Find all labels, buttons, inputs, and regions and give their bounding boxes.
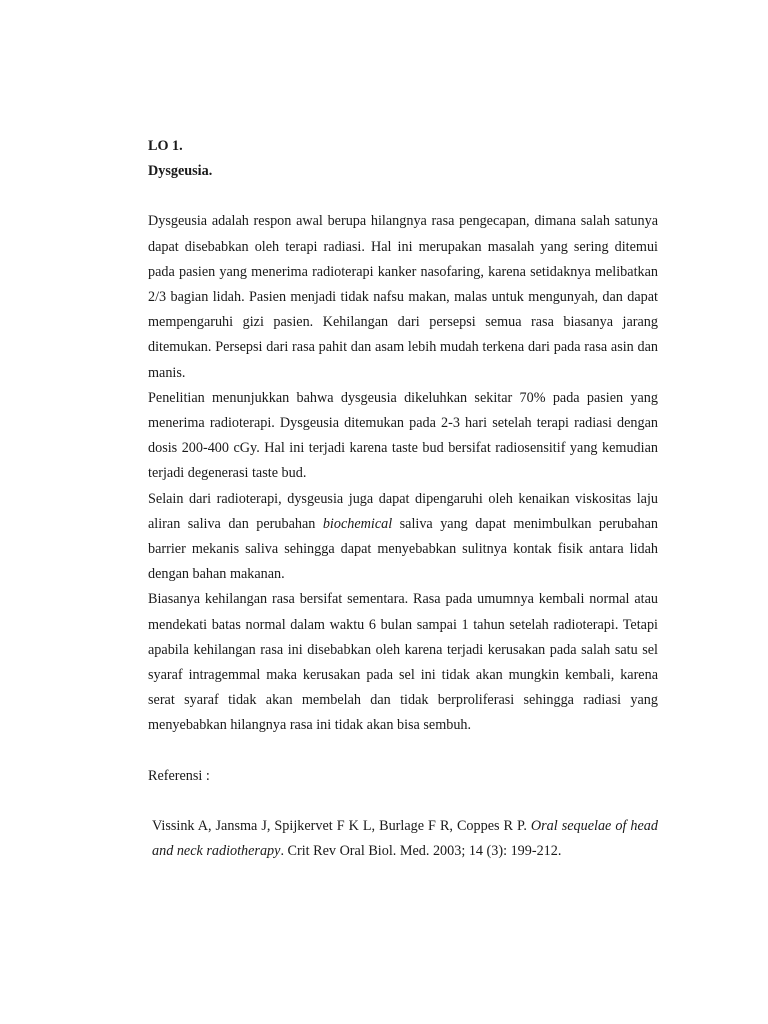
paragraph-4: Biasanya kehilangan rasa bersifat sementara. Rasa pada umumnya kembali normal atau mendekati batas normal dalam waktu 6 bulan sampai 1 tahun setelah radioterapi. Tetapi apabila kehilangan rasa ini disebabkan oleh karena terjadi kerusakan pada salah satu sel syaraf intragemmal maka kerusakan pada sel ini tidak akan mungkin kembali, karena serat syaraf tidak akan membelah dan tidak berproliferasi sehingga radiasi yang menyebabkan hilangnya rasa ini tidak akan bisa sembuh. — [148, 591, 658, 734]
reference-authors: Vissink A, Jansma J, Spijkervet F K L, Burlage F R, Coppes R P. — [152, 817, 531, 834]
reference-title: Oral sequelae of head and neck radiotherapy — [152, 817, 658, 860]
spacer — [148, 789, 658, 814]
paragraph-3-text-start: Selain dari radioterapi, dysgeusia juga dapat dipengaruhi oleh kenaikan viskositas laju aliran saliva dan perubahan — [148, 490, 658, 532]
spacer — [148, 184, 658, 209]
paragraph-2: Penelitian menunjukkan bahwa dysgeusia dikeluhkan sekitar 70% pada pasien yang menerima radioterapi. Dysgeusia ditemukan pada 2-3 hari setelah terapi radiasi dengan dosis 200-400 cGy. Hal ini terjadi karena taste bud bersifat radiosensitif yang kemudian terjadi degenerasi taste bud. — [148, 389, 658, 482]
references-label: Referensi : — [148, 767, 210, 784]
document-page — [148, 134, 658, 864]
lo-label: LO 1. — [148, 138, 183, 154]
paragraph-3-text-end: saliva yang dapat menimbulkan perubahan barrier mekanis saliva sehingga dapat menyebabkan sulitnya kontak fisik antara lidah dengan bahan makanan. — [148, 515, 658, 583]
spacer — [148, 739, 658, 764]
paragraph-3-italic-term: biochemical — [322, 515, 393, 532]
reference-entry — [148, 814, 658, 864]
paragraph-3 — [148, 487, 658, 588]
document-title: Dysgeusia. — [148, 163, 213, 180]
paragraph-1: Dysgeusia adalah respon awal berupa hilangnya rasa pengecapan, dimana salah satunya dapat disebabkan oleh terapi radiasi. Hal ini merupakan masalah yang sering ditemui pada pasien yang menerima radioterapi kanker nasofaring, karena setidaknya melibatkan 2/3 bagian lidah. Pasien menjadi tidak nafsu makan, malas untuk mengunyah, dan dapat mempengaruhi gizi pasien. Kehilangan dari persepsi semua rasa biasanya jarang ditemukan. Persepsi dari rasa pahit dan asam lebih mudah terkena dari pada rasa asin dan manis. — [148, 213, 658, 381]
reference-source: . Crit Rev Oral Biol. Med. 2003; 14 (3): 199-212. — [280, 843, 562, 860]
